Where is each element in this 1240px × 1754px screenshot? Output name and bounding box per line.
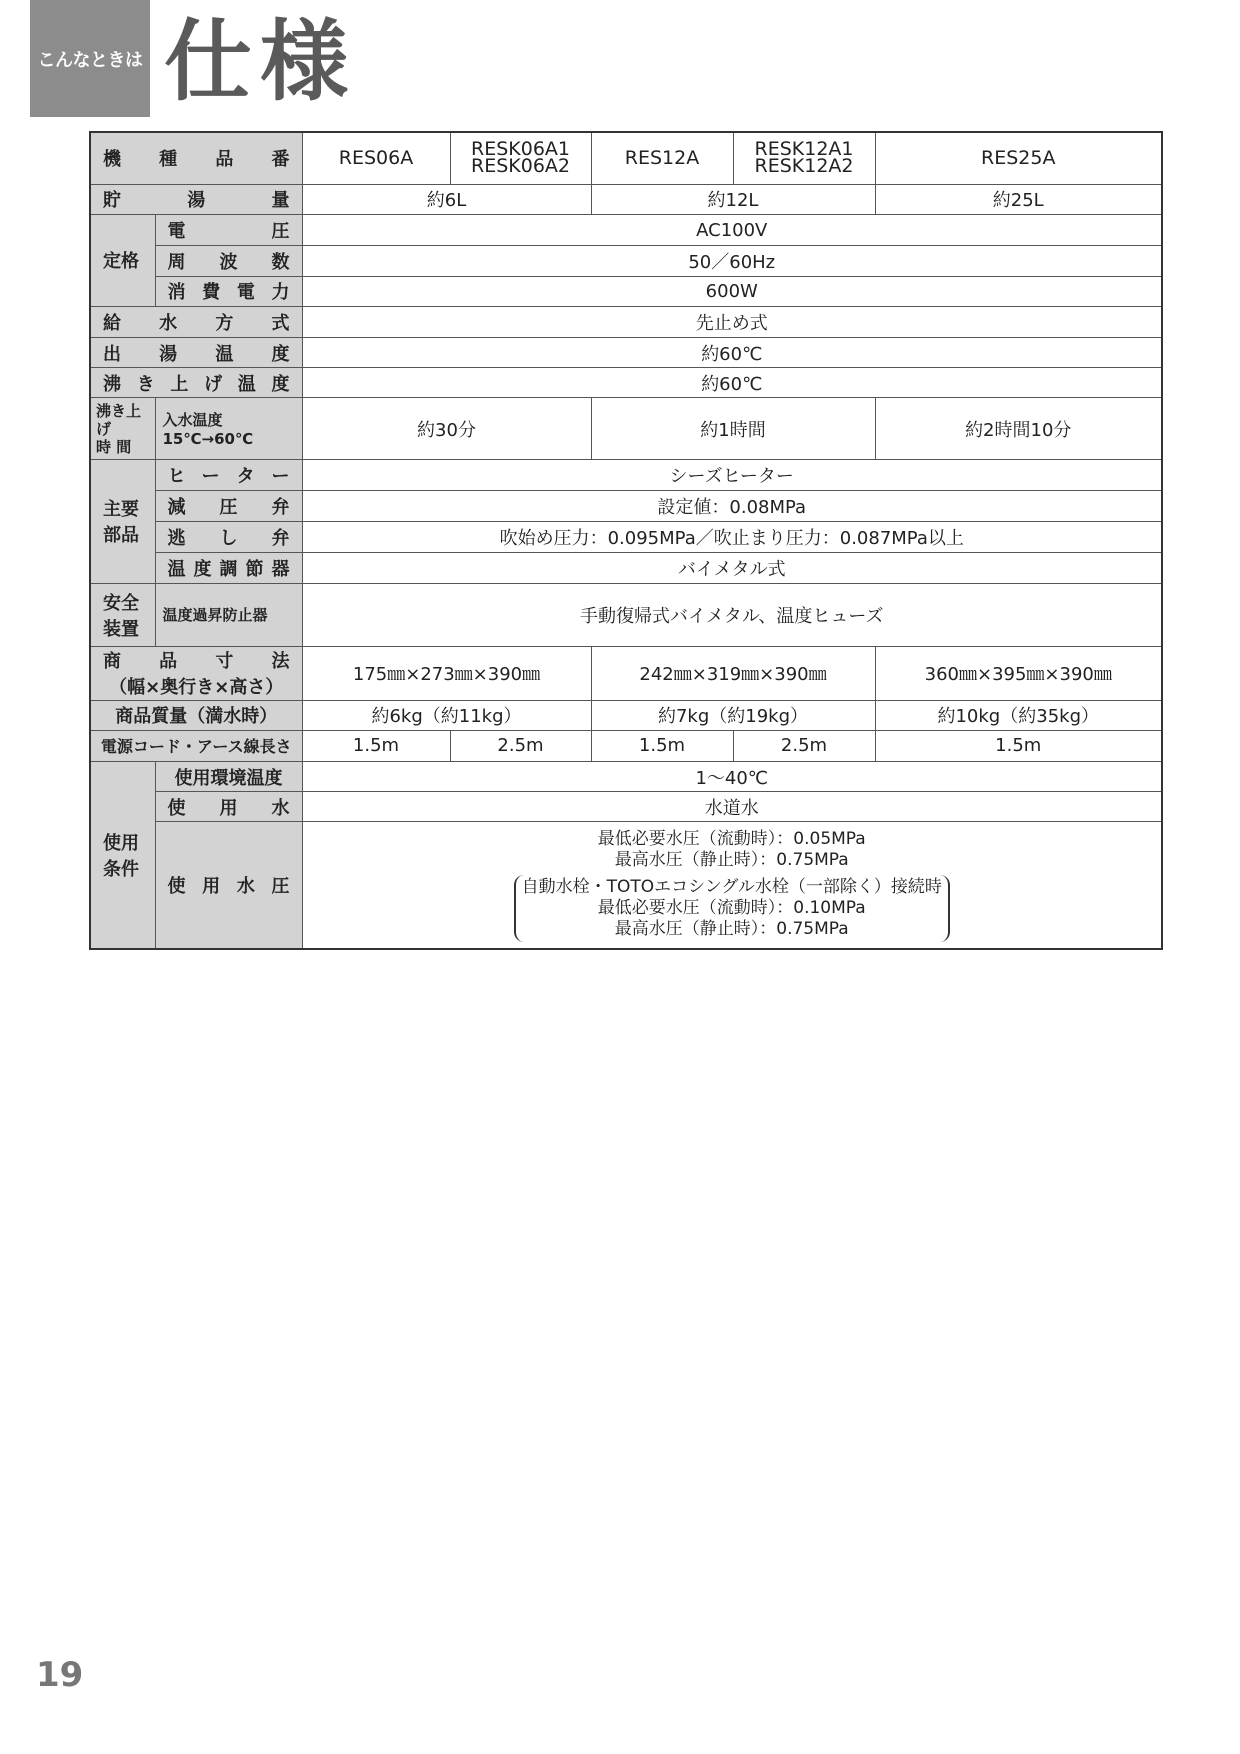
conditions-group-line1: 使用	[103, 833, 139, 854]
thermostat-label: 温度調節器	[155, 552, 302, 583]
pressure-line2: 最高水圧（静止時）：0.75MPa	[614, 849, 849, 870]
frequency-value: 50／60Hz	[302, 246, 1162, 276]
dimensions-06: 175㎜×273㎜×390㎜	[302, 647, 591, 700]
boil-temp-label: 沸き上げ温度	[90, 368, 302, 398]
env-temp-value: 1～40℃	[302, 762, 1162, 792]
table-row	[90, 306, 1162, 337]
table-row	[90, 822, 1162, 949]
dimensions-25: 360㎜×395㎜×390㎜	[875, 647, 1162, 700]
table-row	[90, 132, 1162, 184]
pressure-value	[302, 822, 1162, 949]
voltage-label: 電圧	[155, 215, 302, 246]
main-parts-group-line2: 部品	[103, 525, 139, 547]
power-label: 消費電力	[155, 276, 302, 306]
dimensions-label-line1: 商品寸法	[103, 651, 290, 673]
boil-time-group	[90, 398, 155, 459]
boil-time-12: 約1時間	[591, 398, 875, 459]
relief-valve-value: 吹始め圧力：0.095MPa／吹止まり圧力：0.087MPa以上	[302, 522, 1162, 552]
pressure-line3: 自動水栓・TOTOエコシングル水栓（一部除く）接続時	[521, 876, 942, 897]
main-parts-group-line1: 主要	[103, 499, 139, 521]
safety-group	[90, 583, 155, 646]
table-row	[90, 647, 1162, 700]
pressure-line1: 最低必要水圧（流動時）：0.05MPa	[597, 828, 866, 849]
dimensions-12: 242㎜×319㎜×390㎜	[591, 647, 875, 700]
table-row	[90, 398, 1162, 459]
safety-group-line2: 装置	[103, 618, 139, 640]
water-value: 水道水	[302, 792, 1162, 822]
boil-time-06: 約30分	[302, 398, 591, 459]
conditions-group-line2: 条件	[103, 859, 139, 880]
model-res06a: RES06A	[302, 132, 450, 184]
env-temp-label: 使用環境温度	[155, 762, 302, 792]
table-row	[90, 700, 1162, 730]
table-row	[90, 730, 1162, 761]
model-resk12a-1: RESK12A1	[754, 138, 854, 161]
boil-temp-value: 約60℃	[302, 368, 1162, 398]
boil-time-group-line1: 沸き上げ	[96, 401, 142, 438]
table-row	[90, 459, 1162, 490]
power-value: 600W	[302, 276, 1162, 306]
storage-06: 約6L	[302, 184, 591, 214]
heater-value: シーズヒーター	[302, 459, 1162, 490]
model-header: 機種品番	[90, 132, 302, 184]
voltage-value: AC100V	[302, 215, 1162, 246]
reducing-valve-label: 減圧弁	[155, 491, 302, 522]
storage-25: 約25L	[875, 184, 1162, 214]
pressure-label: 使用水圧	[155, 822, 302, 949]
table-row	[90, 184, 1162, 214]
cord-resk06a: 2.5m	[450, 730, 591, 761]
pressure-line5: 最高水圧（静止時）：0.75MPa	[614, 918, 849, 939]
mass-25: 約10kg（約35kg）	[875, 700, 1162, 730]
reducing-valve-value: 設定値：0.08MPa	[302, 491, 1162, 522]
mass-label: 商品質量（満水時）	[90, 700, 302, 730]
boil-time-25: 約2時間10分	[875, 398, 1162, 459]
supply-label: 給水方式	[90, 306, 302, 337]
table-row	[90, 522, 1162, 552]
model-resk12a-2: RESK12A2	[754, 155, 854, 178]
dimensions-label	[90, 647, 302, 700]
outlet-temp-label: 出湯温度	[90, 337, 302, 367]
thermostat-value: バイメタル式	[302, 552, 1162, 583]
main-parts-group	[90, 459, 155, 583]
rating-group: 定格	[90, 215, 155, 307]
table-row	[90, 583, 1162, 646]
relief-valve-label: 逃し弁	[155, 522, 302, 552]
table-row	[90, 337, 1162, 367]
page-number: 19	[36, 1655, 84, 1695]
table-row	[90, 762, 1162, 792]
heater-label: ヒーター	[155, 459, 302, 490]
page-title: 仕様	[164, 10, 357, 113]
cord-res25a: 1.5m	[875, 730, 1162, 761]
cord-label: 電源コード・アース線長さ	[90, 730, 302, 761]
cord-res06a: 1.5m	[302, 730, 450, 761]
table-row	[90, 368, 1162, 398]
boil-time-label: 入水温度15℃→60℃	[155, 398, 302, 459]
boil-time-group-line2: 時 間	[96, 437, 132, 456]
table-row	[90, 792, 1162, 822]
pressure-bracket	[514, 875, 950, 942]
mass-12: 約7kg（約19kg）	[591, 700, 875, 730]
model-res25a: RES25A	[875, 132, 1162, 184]
table-row	[90, 276, 1162, 306]
table-row	[90, 215, 1162, 246]
conditions-group	[90, 762, 155, 950]
model-resk06a	[450, 132, 591, 184]
pressure-line4: 最低必要水圧（流動時）：0.10MPa	[597, 897, 866, 918]
frequency-label: 周波数	[155, 246, 302, 276]
mass-06: 約6kg（約11kg）	[302, 700, 591, 730]
supply-value: 先止め式	[302, 306, 1162, 337]
model-resk12a	[733, 132, 875, 184]
table-row	[90, 552, 1162, 583]
overheat-value: 手動復帰式バイメタル、温度ヒューズ	[302, 583, 1162, 646]
storage-label: 貯湯量	[90, 184, 302, 214]
overheat-label: 温度過昇防止器	[155, 583, 302, 646]
section-tag: こんなときは	[30, 0, 150, 117]
cord-resk12a: 2.5m	[733, 730, 875, 761]
table-row	[90, 491, 1162, 522]
storage-12: 約12L	[591, 184, 875, 214]
model-resk06a-2: RESK06A2	[471, 155, 570, 178]
table-row	[90, 246, 1162, 276]
safety-group-line1: 安全	[103, 592, 139, 614]
water-label: 使用水	[155, 792, 302, 822]
cord-res12a: 1.5m	[591, 730, 733, 761]
model-res12a: RES12A	[591, 132, 733, 184]
dimensions-label-line2: （幅×奥行き×高さ）	[109, 677, 284, 699]
model-resk06a-1: RESK06A1	[471, 138, 570, 161]
outlet-temp-value: 約60℃	[302, 337, 1162, 367]
spec-table	[89, 131, 1163, 950]
